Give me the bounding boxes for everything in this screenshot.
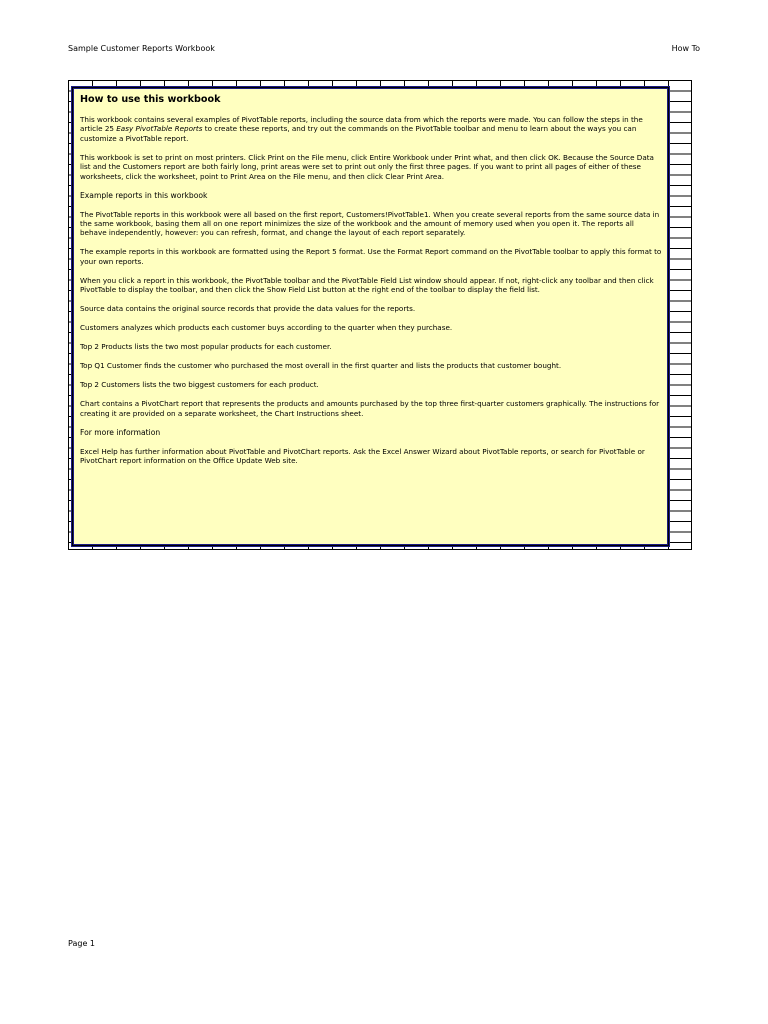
page-header-section: How To — [671, 44, 700, 53]
format-paragraph: The example reports in this workbook are formatted using the Report 5 format. Use the Format Report command on the PivotTable toolbar to apply this format to your own reports. — [80, 247, 662, 266]
more-info-heading: For more information — [80, 427, 161, 437]
worksheet-area — [68, 80, 692, 550]
page-header-title: Sample Customer Reports Workbook — [68, 44, 215, 53]
panel-title: How to use this workbook — [80, 94, 221, 105]
toolbar-paragraph: When you click a report in this workbook, the PivotTable toolbar and the PivotTable Field List window should appear. If not, right-click any toolbar and then click PivotTable to display the toolbar, and then click the Show Field List button at the right end of the toolbar to display the field list. — [80, 275, 654, 295]
source-data-paragraph: Source data contains the original source records that provide the data values for the reports. — [80, 304, 416, 314]
intro-paragraph: This workbook contains several examples of PivotTable reports, including the source data from which the reports were made. You can follow the steps in the article 25 Easy PivotTable Reports to create these reports, and try out the commands on the PivotTable toolbar and menu to learn about the ways you can customize a PivotTable report. — [80, 115, 643, 143]
top-q1-paragraph: Top Q1 Customer finds the customer who purchased the most overall in the first quarter and lists the products that customer bought. — [80, 361, 562, 371]
chart-paragraph: Chart contains a PivotChart report that represents the products and amounts purchased by the top three first-quarter customers graphically. The instructions for creating it are provided on a separate worksheet, the Chart Instructions sheet. — [80, 399, 660, 418]
help-paragraph: Excel Help has further information about PivotTable and PivotChart reports. Ask the Excel Answer Wizard about PivotTable reports, or search for PivotTable or PivotChart report information on the Office Update Web site. — [80, 446, 645, 466]
print-paragraph: This workbook is set to print on most printers. Click Print on the File menu, click Entire Workbook under Print what, and then click OK. Because the Source Data list and the Customers report are both fairly long, print areas were set to print out only the first three pages. If you want to print all pages of either of these worksheets, click the worksheet, point to Print Area on the File menu, and then click Clear Print Area. — [80, 152, 654, 181]
top2-products-paragraph: Top 2 Products lists the two most popular products for each customer. — [80, 342, 332, 352]
instructions-textbox — [72, 87, 669, 546]
customers-paragraph: Customers analyzes which products each customer buys according to the quarter when they purchase. — [80, 323, 453, 333]
top2-customers-paragraph: Top 2 Customers lists the two biggest customers for each product. — [80, 380, 319, 390]
reports-based-paragraph: The PivotTable reports in this workbook were all based on the first report, Customers!PivotTable1. When you create several reports from the same source data in the same workbook, basing them all on one report minimizes the size of the workbook and the amount of memory used when you open it. The reports all behave independently, however: you can refresh, format, and change the layout of each report separately. — [80, 209, 660, 238]
example-reports-heading: Example reports in this workbook — [80, 190, 208, 200]
page-footer: Page 1 — [68, 939, 95, 948]
